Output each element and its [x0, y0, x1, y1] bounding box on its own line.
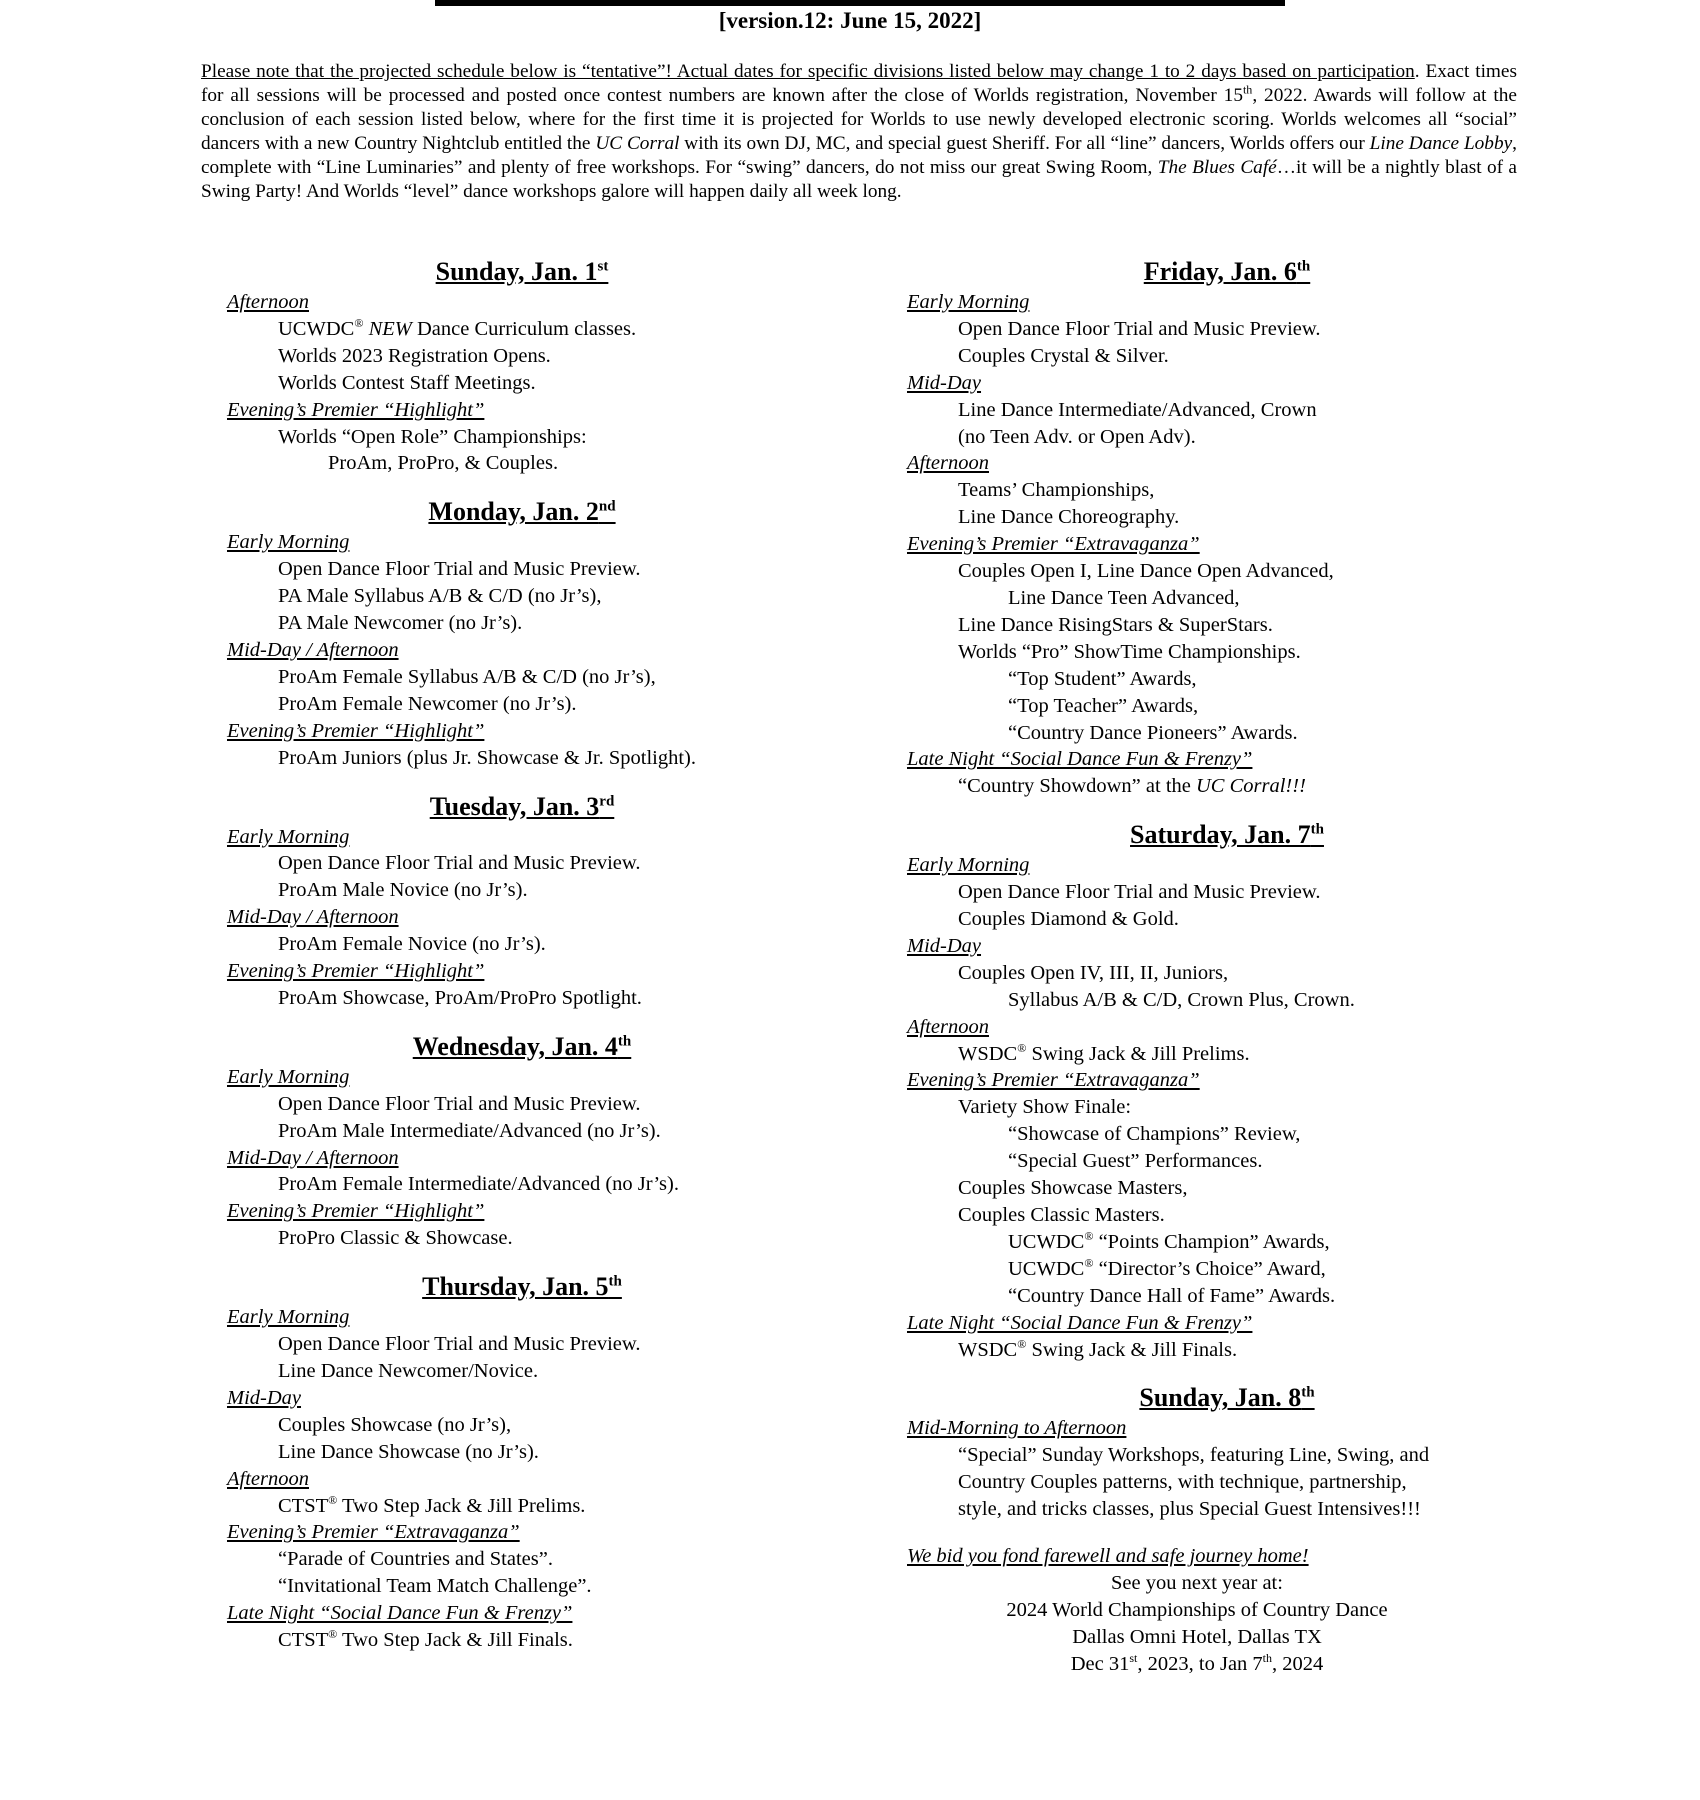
- session-evening: Evening’s Premier “Extravaganza”: [907, 533, 1200, 556]
- session-midday: Mid-Day: [907, 371, 982, 394]
- day-title: Monday, Jan. 2: [428, 497, 599, 527]
- schedule-item: Open Dance Floor Trial and Music Preview.: [278, 558, 641, 581]
- schedule-item: ProAm Male Intermediate/Advanced (no Jr’s).: [278, 1119, 661, 1142]
- day-title: Sunday, Jan. 8: [1139, 1383, 1302, 1413]
- schedule-item: Couples Diamond & Gold.: [958, 908, 1179, 931]
- intro-text: , 2022. Awards will follow at the conclusion of each session listed below, where for the first time it is projected for Worlds to use newly developed electronic scoring. Worlds welcomes all “social” dancers with a new Country Nightclub entitled the: [201, 85, 1517, 154]
- item-text: “Points Champion” Awards,: [1093, 1230, 1330, 1253]
- schedule-item: ProAm Female Newcomer (no Jr’s).: [278, 692, 577, 715]
- schedule-subitem: [907, 1229, 1547, 1256]
- day-title: Saturday, Jan. 7: [1130, 820, 1311, 850]
- item-text: WSDC: [958, 1338, 1018, 1361]
- day-title: Friday, Jan. 6: [1143, 257, 1297, 286]
- intro-text: , complete with “Line Luminaries” and plenty of free workshops. For “swing” dancers, do not miss our great Swing Room,: [201, 133, 1517, 178]
- day-heading-tuesday-jan-3: [227, 790, 817, 824]
- schedule-item: ProAm Juniors (plus Jr. Showcase & Jr. Spotlight).: [278, 746, 696, 769]
- schedule-item: Line Dance Intermediate/Advanced, Crown: [958, 398, 1317, 421]
- schedule-subitem: “Special Guest” Performances.: [1008, 1150, 1263, 1173]
- item-text: Swing Jack & Jill Finals.: [1026, 1338, 1238, 1361]
- schedule-item: Line Dance Newcomer/Novice.: [278, 1360, 539, 1382]
- day-heading-wednesday-jan-4: [227, 1030, 817, 1064]
- schedule-subitem: Syllabus A/B & C/D, Crown Plus, Crown.: [1008, 988, 1355, 1011]
- item-text: Dance Curriculum classes.: [411, 317, 637, 340]
- date-text: , 2024: [1272, 1652, 1324, 1675]
- schedule-item: Open Dance Floor Trial and Music Preview.: [278, 1333, 641, 1356]
- session-afternoon: Afternoon: [227, 1467, 309, 1490]
- session-late-night: Late Night “Social Dance Fun & Frenzy”: [907, 748, 1253, 771]
- item-text: WSDC: [958, 1042, 1018, 1065]
- closing-dates: [907, 1651, 1547, 1678]
- schedule-subitem: “Country Dance Hall of Fame” Awards.: [1008, 1284, 1336, 1307]
- session-evening: Evening’s Premier “Highlight”: [227, 398, 485, 421]
- item-text: UCWDC: [1008, 1230, 1085, 1253]
- schedule-item: Couples Showcase Masters,: [958, 1177, 1188, 1200]
- session-midday: Mid-Day: [907, 934, 982, 957]
- day-title: Tuesday, Jan. 3: [429, 791, 600, 821]
- session-evening: Evening’s Premier “Extravaganza”: [907, 1069, 1200, 1092]
- session-early-morning: Early Morning: [907, 854, 1030, 877]
- schedule-item: PA Male Newcomer (no Jr’s).: [278, 612, 523, 635]
- day-title: Wednesday, Jan. 4: [412, 1031, 618, 1061]
- schedule-item: Couples Open I, Line Dance Open Advanced,: [958, 560, 1334, 583]
- schedule-item: [227, 316, 817, 343]
- session-evening: Evening’s Premier “Highlight”: [227, 719, 485, 742]
- item-text: “Director’s Choice” Award,: [1093, 1257, 1326, 1280]
- schedule-item: Teams’ Championships,: [958, 479, 1155, 502]
- schedule-item: Line Dance RisingStars & SuperStars.: [958, 613, 1273, 636]
- session-early-morning: Early Morning: [907, 291, 1030, 313]
- day-suffix: th: [608, 1273, 622, 1290]
- item-text: Two Step Jack & Jill Prelims.: [337, 1494, 586, 1517]
- day-suffix: th: [1310, 821, 1324, 838]
- session-late-night: Late Night “Social Dance Fun & Frenzy”: [907, 1311, 1253, 1334]
- schedule-item: ProAm Female Novice (no Jr’s).: [278, 933, 546, 956]
- session-early-morning: Early Morning: [227, 1065, 350, 1088]
- schedule-item: Worlds “Open Role” Championships:: [278, 425, 587, 448]
- schedule-item: Country Couples patterns, with technique, partnership,: [958, 1471, 1407, 1494]
- schedule-item: style, and tricks classes, plus Special Guest Intensives!!!: [958, 1498, 1421, 1521]
- item-text: UCWDC: [1008, 1257, 1085, 1280]
- item-text: “Country Showdown” at the: [958, 775, 1196, 798]
- blues-cafe-name: The Blues Café: [1157, 157, 1277, 178]
- item-text: CTST: [278, 1629, 329, 1652]
- schedule-item: Open Dance Floor Trial and Music Preview.: [278, 852, 641, 875]
- day-suffix: rd: [599, 792, 615, 809]
- version-line: [version.12: June 15, 2022]: [718, 8, 982, 33]
- schedule-item: [227, 1493, 817, 1520]
- session-midday: Mid-Day: [227, 1386, 302, 1409]
- day-heading-friday-jan-6: [907, 255, 1547, 289]
- date-text: , 2023, to Jan 7: [1137, 1652, 1263, 1675]
- day-suffix: nd: [598, 498, 616, 515]
- intro-text: …it will be a nightly blast of a Swing Party! And Worlds “level” dance workshops galore will happen daily all week long.: [201, 157, 1517, 202]
- day-suffix: st: [597, 258, 609, 275]
- session-early-morning: Early Morning: [227, 531, 350, 554]
- session-afternoon: Afternoon: [907, 452, 989, 475]
- schedule-item: [907, 773, 1547, 800]
- schedule-item: PA Male Syllabus A/B & C/D (no Jr’s),: [278, 585, 602, 608]
- tentative-note: Please note that the projected schedule below is “tentative”! Actual dates for specific divisions listed below may change 1 to 2 days based on participation: [201, 61, 1415, 82]
- day-heading-sunday-jan-8: [907, 1381, 1547, 1415]
- schedule-item: Line Dance Choreography.: [958, 506, 1180, 529]
- schedule-item: ProAm Female Intermediate/Advanced (no Jr’s).: [278, 1173, 679, 1196]
- session-mid-morning-afternoon: Mid-Morning to Afternoon: [907, 1417, 1127, 1440]
- day-heading-sunday-jan-1: [227, 255, 817, 289]
- intro-text: with its own DJ, MC, and special guest Sheriff. For all “line” dancers, Worlds offers our: [679, 133, 1370, 154]
- session-afternoon: Afternoon: [227, 291, 309, 313]
- item-text: UCWDC: [278, 317, 355, 340]
- registered-mark: ®: [328, 1492, 338, 1507]
- schedule-item: Couples Open IV, III, II, Juniors,: [958, 961, 1229, 984]
- new-label: NEW: [368, 317, 412, 340]
- schedule-item: Worlds “Pro” ShowTime Championships.: [958, 640, 1301, 663]
- schedule-subitem: [907, 1256, 1547, 1283]
- schedule-item: Variety Show Finale:: [958, 1096, 1132, 1119]
- schedule-item: ProAm Male Novice (no Jr’s).: [278, 879, 528, 902]
- right-column: [907, 255, 1547, 1678]
- session-midday-afternoon: Mid-Day / Afternoon: [227, 638, 399, 661]
- schedule-item: ProAm Female Syllabus A/B & C/D (no Jr’s),: [278, 665, 656, 688]
- session-midday-afternoon: Mid-Day / Afternoon: [227, 1146, 399, 1169]
- item-text: Two Step Jack & Jill Finals.: [337, 1629, 573, 1652]
- session-evening: Evening’s Premier “Extravaganza”: [227, 1521, 520, 1544]
- registered-mark: ®: [354, 316, 364, 331]
- schedule-item: ProPro Classic & Showcase.: [278, 1227, 513, 1250]
- intro-paragraph: [201, 60, 1517, 204]
- date-suffix: st: [1129, 1650, 1138, 1665]
- registered-mark: ®: [1017, 1040, 1027, 1055]
- day-heading-monday-jan-2: [227, 495, 817, 529]
- session-midday-afternoon: Mid-Day / Afternoon: [227, 906, 399, 929]
- item-text: CTST: [278, 1494, 329, 1517]
- line-dance-lobby-name: Line Dance Lobby: [1369, 133, 1513, 154]
- closing-line: See you next year at:: [1111, 1571, 1283, 1594]
- schedule-subitem: Line Dance Teen Advanced,: [1008, 586, 1240, 609]
- schedule-subitem: “Showcase of Champions” Review,: [1008, 1123, 1301, 1146]
- schedule-item: [907, 1337, 1547, 1364]
- schedule-item: Open Dance Floor Trial and Music Preview.: [958, 317, 1321, 340]
- session-early-morning: Early Morning: [227, 1306, 350, 1329]
- date-text: Dec 31: [1070, 1652, 1130, 1675]
- schedule-item: Line Dance Showcase (no Jr’s).: [278, 1440, 539, 1463]
- registered-mark: ®: [1084, 1229, 1094, 1244]
- intro-text: . Exact times for all sessions will be processed and posted once contest numbers are known after the close of Worlds registration, November 15: [201, 61, 1517, 106]
- farewell-line: We bid you fond farewell and safe journey home!: [907, 1545, 1309, 1568]
- schedule-item: [907, 1041, 1547, 1068]
- day-suffix: th: [617, 1033, 632, 1050]
- schedule-subitem: “Country Dance Pioneers” Awards.: [1008, 721, 1298, 744]
- session-evening: Evening’s Premier “Highlight”: [227, 1200, 485, 1223]
- registered-mark: ®: [1017, 1336, 1027, 1351]
- session-evening: Evening’s Premier “Highlight”: [227, 960, 485, 983]
- schedule-item: [227, 1627, 817, 1654]
- schedule-item: “Invitational Team Match Challenge”.: [278, 1575, 592, 1598]
- schedule-item: Open Dance Floor Trial and Music Preview.: [958, 881, 1321, 904]
- day-heading-thursday-jan-5: [227, 1270, 817, 1304]
- item-text: Swing Jack & Jill Prelims.: [1026, 1042, 1250, 1065]
- schedule-item: “Parade of Countries and States”.: [278, 1548, 553, 1571]
- schedule-item: Couples Crystal & Silver.: [958, 344, 1169, 367]
- schedule-item: Couples Classic Masters.: [958, 1204, 1165, 1226]
- schedule-subitem: ProAm, ProPro, & Couples.: [328, 452, 559, 475]
- uc-corral-name: UC Corral!!!: [1196, 775, 1306, 798]
- registered-mark: ®: [328, 1627, 338, 1642]
- intro-sup: th: [1242, 82, 1253, 97]
- schedule-subitem: “Top Teacher” Awards,: [1008, 694, 1199, 717]
- schedule-item: Worlds 2023 Registration Opens.: [278, 344, 551, 367]
- day-suffix: th: [1296, 258, 1311, 275]
- session-early-morning: Early Morning: [227, 825, 350, 848]
- left-column: [227, 255, 817, 1654]
- session-late-night: Late Night “Social Dance Fun & Frenzy”: [227, 1602, 573, 1625]
- uc-corral-name: UC Corral: [595, 133, 680, 154]
- day-title: Thursday, Jan. 5: [422, 1272, 609, 1302]
- day-suffix: th: [1301, 1384, 1315, 1401]
- date-suffix: th: [1262, 1650, 1273, 1665]
- schedule-item: “Special” Sunday Workshops, featuring Line, Swing, and: [958, 1444, 1430, 1467]
- schedule-item: ProAm Showcase, ProAm/ProPro Spotlight.: [278, 986, 642, 1009]
- day-title: Sunday, Jan. 1: [435, 257, 598, 286]
- closing-line: Dallas Omni Hotel, Dallas TX: [1072, 1625, 1322, 1648]
- schedule-subitem: “Top Student” Awards,: [1008, 667, 1197, 690]
- schedule-item: (no Teen Adv. or Open Adv).: [958, 425, 1196, 448]
- closing-line: 2024 World Championships of Country Dance: [1006, 1598, 1388, 1621]
- day-heading-saturday-jan-7: [907, 818, 1547, 852]
- session-afternoon: Afternoon: [907, 1015, 989, 1038]
- schedule-item: Couples Showcase (no Jr’s),: [278, 1413, 512, 1436]
- schedule-item: Open Dance Floor Trial and Music Preview.: [278, 1092, 641, 1115]
- schedule-item: Worlds Contest Staff Meetings.: [278, 371, 536, 394]
- registered-mark: ®: [1084, 1255, 1094, 1270]
